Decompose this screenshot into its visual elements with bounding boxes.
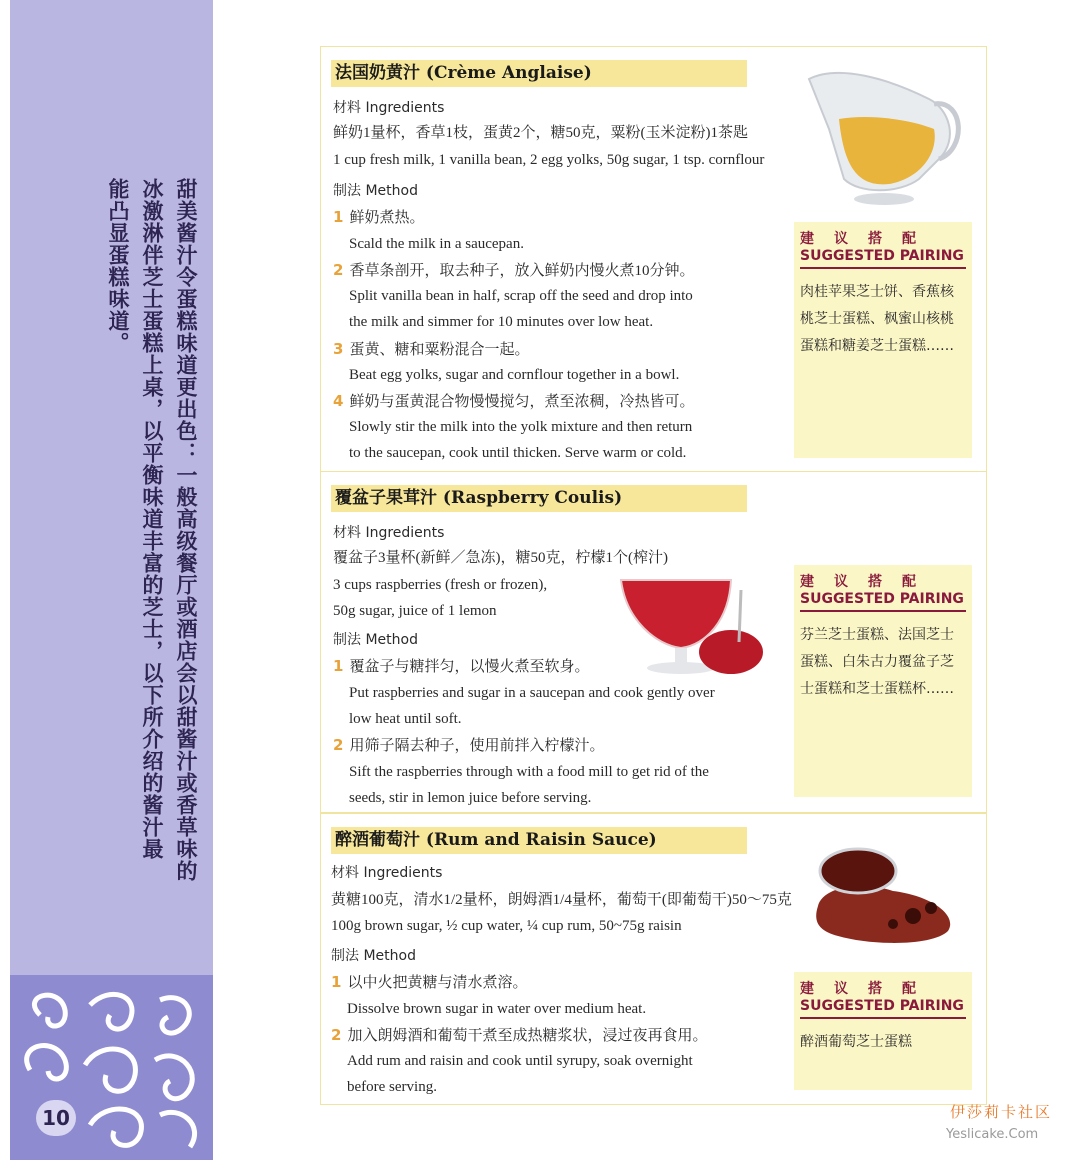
pairing-text: 醉酒葡萄芝士蛋糕 <box>800 1034 912 1050</box>
step-text: 覆盆子与糖拌匀，以慢火煮至软身。 <box>349 659 590 675</box>
step-4-en-2: to the saucepan, cook until thicken. Serve warm or cold. <box>349 445 687 461</box>
step-text: 以中火把黄糖与清水煮溶。 <box>347 975 528 991</box>
raspberry-glass-image <box>611 570 771 685</box>
page-number: 10 <box>36 1100 76 1136</box>
suggested-pairing-box <box>794 565 972 797</box>
suggested-pairing-box <box>794 222 972 458</box>
step-number: 2 <box>333 261 344 279</box>
step-1-cn <box>331 969 527 996</box>
step-2-en-2: seeds, stir in lemon juice before serving. <box>349 790 592 806</box>
step-4-cn <box>333 388 694 415</box>
intro-text-line-2: 冰激淋伴芝士蛋糕上桌，以平衡味道丰富的芝士，以下所介绍的酱汁最 <box>140 178 164 860</box>
intro-text-line-3: 能凸显蛋糕味道。 <box>106 178 130 354</box>
step-1-cn <box>333 204 424 231</box>
ornament-panel <box>10 975 213 1160</box>
watermark-cn: 伊莎莉卡社区 <box>950 1103 1053 1121</box>
ingredients-cn: 黄糖100克，清水1/2量杯，朗姆酒1/4量杯，葡萄干(即葡萄干)50～75克 <box>331 892 792 908</box>
recipe-creme-anglaise <box>320 46 987 472</box>
step-1-en-1: Put raspberries and sugar in a saucepan and cook gently over <box>349 685 715 701</box>
step-text: 香草条剖开，取去种子，放入鲜奶内慢火煮10分钟。 <box>349 263 695 279</box>
sauce-boat-image <box>799 59 969 209</box>
recipe-title: 醉酒葡萄汁 (Rum and Raisin Sauce) <box>331 827 747 854</box>
step-text: 鲜奶煮热。 <box>349 210 425 226</box>
step-2-en-2: the milk and simmer for 10 minutes over low heat. <box>349 314 654 330</box>
step-2-en-1: Sift the raspberries through with a food mill to get rid of the <box>349 764 709 780</box>
step-text: 加入朗姆酒和葡萄干煮至成热糖浆状，浸过夜再食用。 <box>347 1028 708 1044</box>
ingredients-label: 材料 Ingredients <box>331 865 443 881</box>
step-number: 1 <box>333 208 344 226</box>
pairing-text: 芬兰芝士蛋糕、法国芝士蛋糕、白朱古力覆盆子芝士蛋糕和芝士蛋糕杯…… <box>800 627 954 697</box>
ingredients-en-1: 3 cups raspberries (fresh or frozen), <box>333 577 548 593</box>
pairing-heading-en: SUGGESTED PAIRING <box>800 248 966 269</box>
pairing-heading-cn: 建议搭配 <box>800 231 936 247</box>
method-label: 制法 Method <box>331 948 416 964</box>
suggested-pairing-box <box>794 972 972 1090</box>
step-3-cn <box>333 336 529 363</box>
step-number: 4 <box>333 392 344 410</box>
step-number: 1 <box>333 657 344 675</box>
step-1-en: Scald the milk in a saucepan. <box>349 236 524 252</box>
ingredients-label: 材料 Ingredients <box>333 100 445 116</box>
step-2-en-1: Add rum and raisin and cook until syrupy, soak overnight <box>347 1053 693 1069</box>
step-text: 用筛子隔去种子，使用前拌入柠檬汁。 <box>349 738 605 754</box>
step-number: 2 <box>331 1026 342 1044</box>
rum-raisin-sauce-image <box>813 836 963 946</box>
step-2-cn <box>331 1022 707 1049</box>
step-text: 鲜奶与蛋黄混合物慢慢搅匀，煮至浓稠，冷热皆可。 <box>349 394 695 410</box>
method-label: 制法 Method <box>333 632 418 648</box>
pairing-heading-cn: 建议搭配 <box>800 574 936 590</box>
ingredients-en: 100g brown sugar, ½ cup water, ¼ cup rum, 50~75g raisin <box>331 918 682 934</box>
ingredients-en-2: 50g sugar, juice of 1 lemon <box>333 603 497 619</box>
step-1-en: Dissolve brown sugar in water over medium heat. <box>347 1001 647 1017</box>
ingredients-label: 材料 Ingredients <box>333 525 445 541</box>
step-2-cn <box>333 732 604 759</box>
step-4-en-1: Slowly stir the milk into the yolk mixture and then return <box>349 419 693 435</box>
step-number: 2 <box>333 736 344 754</box>
method-label: 制法 Method <box>333 183 418 199</box>
step-2-en-2: before serving. <box>347 1079 437 1095</box>
recipe-title: 覆盆子果茸汁 (Raspberry Coulis) <box>331 485 747 512</box>
step-2-cn <box>333 257 694 284</box>
ingredients-cn: 覆盆子3量杯(新鲜／急冻)，糖50克，柠檬1个(榨汁) <box>333 550 668 566</box>
pairing-heading-cn: 建议搭配 <box>800 981 936 997</box>
step-text: 蛋黄、糖和粟粉混合一起。 <box>349 342 530 358</box>
step-number: 3 <box>333 340 344 358</box>
ingredients-en: 1 cup fresh milk, 1 vanilla bean, 2 egg yolks, 50g sugar, 1 tsp. cornflour <box>333 152 765 168</box>
pairing-heading-en: SUGGESTED PAIRING <box>800 998 966 1019</box>
intro-text-line-1: 甜美酱汁令蛋糕味道更出色：一般高级餐厅或酒店会以甜酱汁或香草味的 <box>174 178 198 882</box>
step-1-cn <box>333 653 589 680</box>
step-1-en-2: low heat until soft. <box>349 711 462 727</box>
recipe-title: 法国奶黄汁 (Crème Anglaise) <box>331 60 747 87</box>
pairing-heading-en: SUGGESTED PAIRING <box>800 591 966 612</box>
watermark-en: Yeslicake.Com <box>946 1127 1039 1142</box>
step-2-en-1: Split vanilla bean in half, scrap off the seed and drop into <box>349 288 693 304</box>
step-number: 1 <box>331 973 342 991</box>
ingredients-cn: 鲜奶1量杯，香草1枝，蛋黄2个，糖50克，粟粉(玉米淀粉)1茶匙 <box>333 125 748 141</box>
swirl-ornament-icon <box>10 975 213 1160</box>
recipe-raspberry-coulis <box>320 471 987 813</box>
step-3-en: Beat egg yolks, sugar and cornflour together in a bowl. <box>349 367 680 383</box>
pairing-text: 肉桂苹果芝士饼、香蕉核桃芝士蛋糕、枫蜜山核桃蛋糕和糖姜芝士蛋糕…… <box>800 284 954 354</box>
recipe-rum-raisin-sauce <box>320 813 987 1105</box>
